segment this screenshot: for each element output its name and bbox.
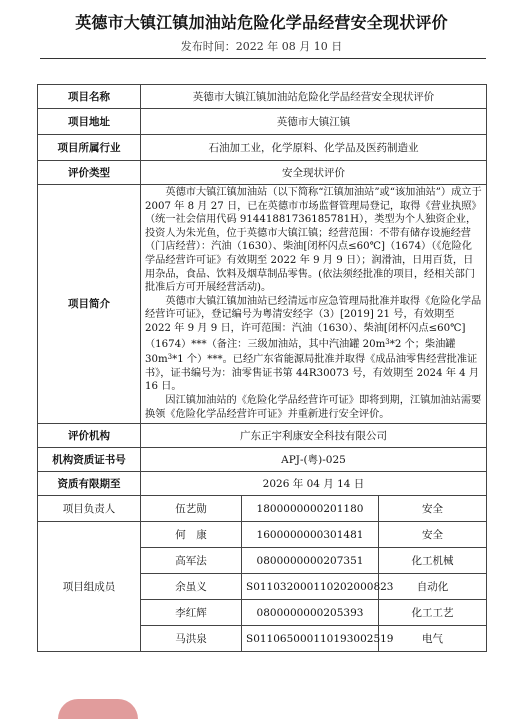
row-project-intro	[38, 185, 487, 424]
leader-specialty: 安全	[379, 496, 487, 522]
row-validity	[38, 472, 487, 496]
member-cert: S011065000110193002519	[242, 626, 379, 652]
intro-p2-part-b: *2 个；柴油罐 30m	[145, 338, 456, 366]
label-project-address: 项目地址	[38, 109, 141, 135]
member-specialty: 化工工艺	[379, 600, 487, 626]
intro-p2-part-c: *1 个）***。已经广东省能源局批准并取得《成品油零售经营批准证书》，证书编号为：油零售证书第 44R30073 号，有效期至 2024 年 4 月 16 日。	[145, 354, 480, 393]
seal-fragment-logo	[58, 699, 138, 719]
row-cert-no	[38, 448, 487, 472]
row-project-leader	[38, 496, 487, 522]
label-project-name: 项目名称	[38, 85, 141, 109]
label-project-intro: 项目简介	[38, 185, 141, 424]
row-industry	[38, 135, 487, 161]
label-agency: 评价机构	[38, 424, 141, 448]
label-team-members: 项目组成员	[38, 522, 141, 652]
member-name: 余虽义	[141, 574, 242, 600]
member-cert: 0800000000205393	[242, 600, 379, 626]
label-eval-type: 评价类型	[38, 161, 141, 185]
title-divider	[40, 58, 486, 59]
row-eval-type	[38, 161, 487, 185]
intro-p2-sup-1: 3	[385, 337, 390, 346]
publish-date: 发布时间：2022 年 08 月 10 日	[180, 40, 343, 53]
team-member-row	[38, 522, 487, 548]
value-cert-no: APJ-(粤)-025	[141, 448, 487, 472]
leader-cert: 1800000000201180	[242, 496, 379, 522]
value-project-address: 英德市大镇江镇	[141, 109, 487, 135]
leader-name: 伍艺勋	[141, 496, 242, 522]
member-name: 马洪泉	[141, 626, 242, 652]
value-project-intro	[141, 185, 487, 424]
member-cert: 0800000000207351	[242, 548, 379, 574]
value-project-name: 英德市大镇江镇加油站危险化学品经营安全现状评价	[141, 85, 487, 109]
evaluation-info-table	[37, 84, 487, 652]
member-specialty: 安全	[379, 522, 487, 548]
member-cert: 1600000000301481	[242, 522, 379, 548]
member-name: 高军法	[141, 548, 242, 574]
label-cert-no: 机构资质证书号	[38, 448, 141, 472]
value-eval-type: 安全现状评价	[141, 161, 487, 185]
label-industry: 项目所属行业	[38, 135, 141, 161]
intro-paragraph-3: 因江镇加油站的《危险化学品经营许可证》即将到期，江镇加油站需要换领《危险化学品经营许可证》并重新进行安全评价。	[145, 394, 482, 420]
intro-p2-sup-2: 3	[167, 353, 173, 362]
page-title: 英德市大镇江镇加油站危险化学品经营安全现状评价	[75, 13, 448, 32]
value-agency: 广东正宇利康安全科技有限公司	[141, 424, 487, 448]
label-project-leader: 项目负责人	[38, 496, 141, 522]
member-specialty: 电气	[379, 626, 487, 652]
member-specialty: 自动化	[379, 574, 487, 600]
member-specialty: 化工机械	[379, 548, 487, 574]
label-validity: 资质有限期至	[38, 472, 141, 496]
row-project-address	[38, 109, 487, 135]
intro-paragraph-1: 英德市大镇江镇加油站（以下简称“江镇加油站”或“该加油站”）成立于 2007 年 8 月 27 日，已在英德市市场监督管理局登记，取得《营业执照》（统一社会信用代码 91441881736185781H），类型为个人独资企业，投资人为朱光鱼，位于英德市大镇江镇；经营范围：不带有储存设施经营（门店经营）：汽油（1630）、柴油[闭杯闪点≤60℃]（1674）（《危险化学品经营许可证》有效期至 2022 年 9 月 9 日）；润滑油，日用百货，日用杂品，食品、饮料及烟草制品零售。(依法须经批准的项目，经相关部门批准后方可开展经营活动)。	[145, 187, 482, 294]
intro-p2-part-a: 英德市大镇江镇加油站已经清远市应急管理局批准并取得《危险化学品经营许可证》，登记编号为粤清安经字（3）[2019] 21 号，有效期至 2022 年 9 月 9 日，许可范围：汽油（1630）、柴油[闭杯闪点≤60℃]（1674）***（备注：三级加油站，其中汽油罐 20m	[145, 295, 482, 350]
member-cert: S011032000110202000823	[242, 574, 379, 600]
member-name: 何 康	[141, 522, 242, 548]
member-name: 李红辉	[141, 600, 242, 626]
row-agency	[38, 424, 487, 448]
row-project-name	[38, 85, 487, 109]
value-industry: 石油加工业，化学原料、化学品及医药制造业	[141, 135, 487, 161]
intro-paragraph-2	[145, 295, 482, 394]
value-validity: 2026 年 04 月 14 日	[141, 472, 487, 496]
